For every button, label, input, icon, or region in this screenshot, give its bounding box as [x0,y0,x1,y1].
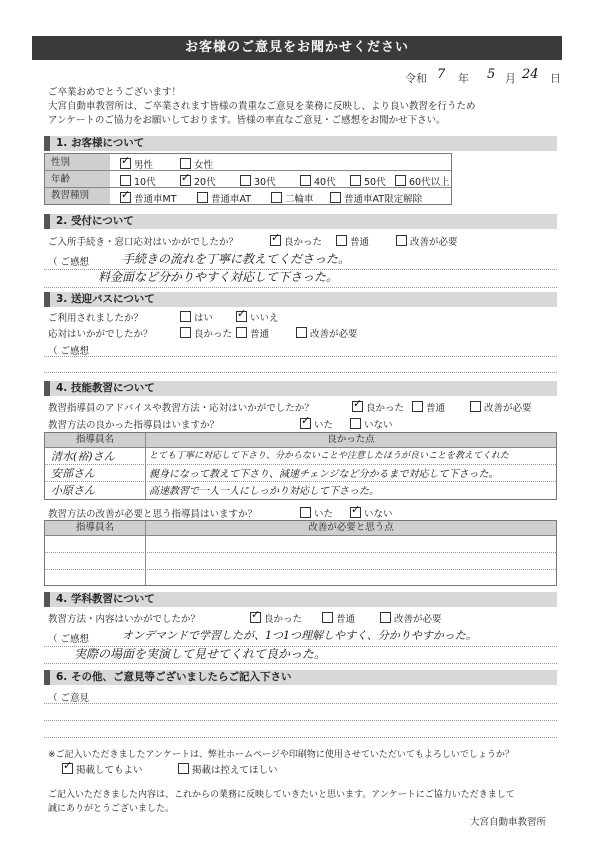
academic-improve-checkbox[interactable] [380,612,391,623]
instructor-name-1[interactable]: 清水(裕)さん [51,450,115,463]
reception-good-checkbox[interactable] [270,235,281,246]
section-bus-heading: 3. 送迎バスについて [44,292,557,307]
instructor-good-1[interactable]: とても丁寧に対応して下さり、分からないことや注意したほうが良いことを教えてくれた [149,451,510,461]
good-instructor-no-checkbox[interactable] [350,418,361,429]
academic-question: 教習方法・内容はいかがでしたか？ [48,614,201,625]
bus-service-question: 応対はいかがでしたか？ [48,329,153,340]
age-10s-option[interactable]: 10代 [120,174,156,188]
good-instructor-question: 教習方法の良かった指導員はいますか？ [48,420,220,431]
academic-normal-checkbox[interactable] [322,612,333,623]
bus-good-checkbox[interactable] [180,327,191,338]
instructor-name-3[interactable]: 小原さん [51,484,95,497]
academic-comment-1[interactable]: オンデマンドで学習したが、1つ1つ理解しやすく、分かりやすかった。 [122,629,477,642]
date-day-unit: 日 [550,72,561,85]
date-month-unit: 月 [505,72,516,85]
col-good-points: 良かった点 [145,433,556,447]
type-at-option[interactable]: 普通車AT [197,191,251,205]
intro-line-3: アンケートのご協力をお願いしております。皆様の率直なご意見・ご感想をお聞かせ下さい。 [48,115,446,126]
bus-normal-checkbox[interactable] [236,327,247,338]
bus-normal-option[interactable]: 普通 [236,326,269,340]
skill-good-option[interactable]: ✓ 良かった [352,400,404,414]
date-era: 令和 [405,72,427,85]
good-instructor-yes-option[interactable]: ✓ いた [300,417,333,431]
good-instructor-yes-checkbox[interactable] [300,418,311,429]
bus-use-yes-option[interactable]: はい [180,310,213,324]
type-bike-checkbox[interactable] [271,192,282,203]
course-type-label: 教習種別 [45,188,110,204]
skill-question: 教習指導員のアドバイスや教習方法・応対はいかがでしたか？ [48,403,314,414]
comment-line [44,737,557,738]
form-title: お客様のご意見をお聞かせください [32,36,562,60]
improve-instructor-no-checkbox[interactable] [350,507,361,518]
other-comment-label: （ ご意見 [48,693,90,704]
age-30s-checkbox[interactable] [240,175,251,186]
gender-male-option[interactable]: ✓男性 [120,157,153,171]
gender-label: 性別 [45,154,110,171]
skill-good-checkbox[interactable] [352,401,363,412]
reception-normal-option[interactable]: 普通 [336,234,369,248]
date-day[interactable]: 24 [522,67,539,82]
reception-improve-checkbox[interactable] [396,235,407,246]
intro-line-1: ご卒業おめでとうございます！ [48,87,182,98]
age-60s-checkbox[interactable] [395,175,406,186]
academic-good-checkbox[interactable] [250,612,261,623]
age-20s-option[interactable]: ✓ 20代 [180,174,216,188]
instructor-name-2[interactable]: 安部さん [51,467,95,480]
customer-table [44,153,452,205]
col-instructor-name: 指導員名 [45,433,145,447]
consent-no-option[interactable]: 掲載は控えてほしい [178,762,278,776]
gender-female-checkbox[interactable] [180,158,191,169]
comment-line [44,663,557,664]
improve-instructor-table [44,520,557,586]
bus-use-no-checkbox[interactable] [236,311,247,322]
gender-male-checkbox[interactable] [120,158,131,169]
section-reception-heading: 2. 受付について [44,214,557,229]
academic-good-option[interactable]: ✓ 良かった [250,611,302,625]
age-50s-checkbox[interactable] [350,175,361,186]
type-at-release-checkbox[interactable] [330,192,341,203]
comment-line [44,356,557,357]
skill-improve-option[interactable]: 改善が必要 [470,400,532,414]
age-10s-checkbox[interactable] [120,175,131,186]
bus-use-question: ご利用されましたか？ [48,313,144,324]
type-at-checkbox[interactable] [197,192,208,203]
bus-improve-option[interactable]: 改善が必要 [296,326,358,340]
footer-line-1: ご記入いただきました内容は、これからの業務に反映していきたいと思います。アンケートにご協力いただきまして [48,790,515,800]
comment-line [44,372,557,373]
improve-instructor-yes-checkbox[interactable] [300,507,311,518]
bus-use-no-option[interactable]: ✓ いいえ [236,310,279,324]
section-academic-heading: 4. 学科教習について [44,592,557,607]
skill-normal-option[interactable]: 普通 [412,400,445,414]
type-at-release-option[interactable]: 普通車AT限定解除 [330,191,422,205]
age-40s-checkbox[interactable] [300,175,311,186]
consent-no-checkbox[interactable] [178,763,189,774]
age-label: 年齢 [45,171,110,188]
age-20s-checkbox[interactable] [180,175,191,186]
comment-line [44,720,557,721]
section-skill-heading: 4. 技能教習について [44,381,557,396]
academic-comment-2[interactable]: 実際の場面を実演して見せてくれて良かった。 [74,647,327,661]
consent-yes-checkbox[interactable] [62,763,73,774]
date-year-unit: 年 [458,72,469,85]
section-other-heading: 6. その他、ご意見等ございましたらご記入下さい [44,670,557,685]
footer-line-2: 誠にありがとうございました。 [48,804,175,814]
bus-use-yes-checkbox[interactable] [180,311,191,322]
reception-improve-option[interactable]: 改善が必要 [396,234,458,248]
reception-question: ご入所手続き・窓口応対はいかがでしたか？ [48,237,239,248]
type-bike-option[interactable]: 二輪車 [271,191,314,205]
gender-female-option[interactable]: 女性 [180,157,213,171]
improve-instructor-question: 教習方法の改善が必要と思う指導員はいますか？ [48,509,258,520]
bus-comment-label: （ ご感想 [48,346,90,357]
col-improve-instructor-name: 指導員名 [45,521,145,535]
bus-improve-checkbox[interactable] [296,327,307,338]
age-50s-option[interactable]: 50代 [350,174,386,188]
academic-comment-label: （ ご感想 [48,634,90,645]
age-60s-option[interactable]: 60代以上 [395,174,450,188]
reception-good-option[interactable]: ✓ 良かった [270,234,322,248]
academic-normal-option[interactable]: 普通 [322,611,355,625]
age-30s-option[interactable]: 30代 [240,174,276,188]
reception-comment-label: （ ご感想 [48,257,90,268]
date-month[interactable]: 5 [487,67,496,82]
academic-improve-option[interactable]: 改善が必要 [380,611,442,625]
improve-instructor-yes-option[interactable]: いた [300,506,333,520]
instructor-good-2[interactable]: 親身になって教えて下さり、減速チェンジなど分かるまで対応して下さった。 [149,469,499,480]
section-customer-heading: 1. お客様について [44,136,557,151]
date-year[interactable]: 7 [437,67,446,82]
improve-instructor-no-option[interactable]: ✓ いない [350,506,393,520]
instructor-good-3[interactable]: 高速教習で一人一人にしっかり対応して下さった。 [149,486,379,497]
comment-line [44,703,557,704]
comment-line [44,287,557,288]
bus-good-option[interactable]: 良かった [180,326,232,340]
intro-line-2: 大宮自動車教習所は、ご卒業されます皆様の貴重なご意見を業務に反映し、より良い教習を行うため [48,101,476,112]
type-mt-option[interactable]: ✓普通車MT [120,191,177,205]
reception-comment-2[interactable]: 料金面など分かりやすく対応して下さった。 [98,270,339,284]
good-instructor-no-option[interactable]: いない [350,417,393,431]
age-40s-option[interactable]: 40代 [300,174,336,188]
skill-improve-checkbox[interactable] [470,401,481,412]
reception-normal-checkbox[interactable] [336,235,347,246]
col-improve-points: 改善が必要と思う点 [145,521,556,535]
type-mt-checkbox[interactable] [120,192,131,203]
consent-question: ※ご記入いただきましたアンケートは、弊社ホームページや印刷物に使用させていただいてもよろしいでしょうか？ [48,750,514,760]
skill-normal-checkbox[interactable] [412,401,423,412]
reception-comment-1[interactable]: 手続きの流れを丁寧に教えてくださった。 [122,252,351,266]
consent-yes-option[interactable]: ✓掲載してもよい [62,762,143,776]
good-instructor-table [44,432,557,500]
footer-org: 大宮自動車教習所 [470,817,547,828]
